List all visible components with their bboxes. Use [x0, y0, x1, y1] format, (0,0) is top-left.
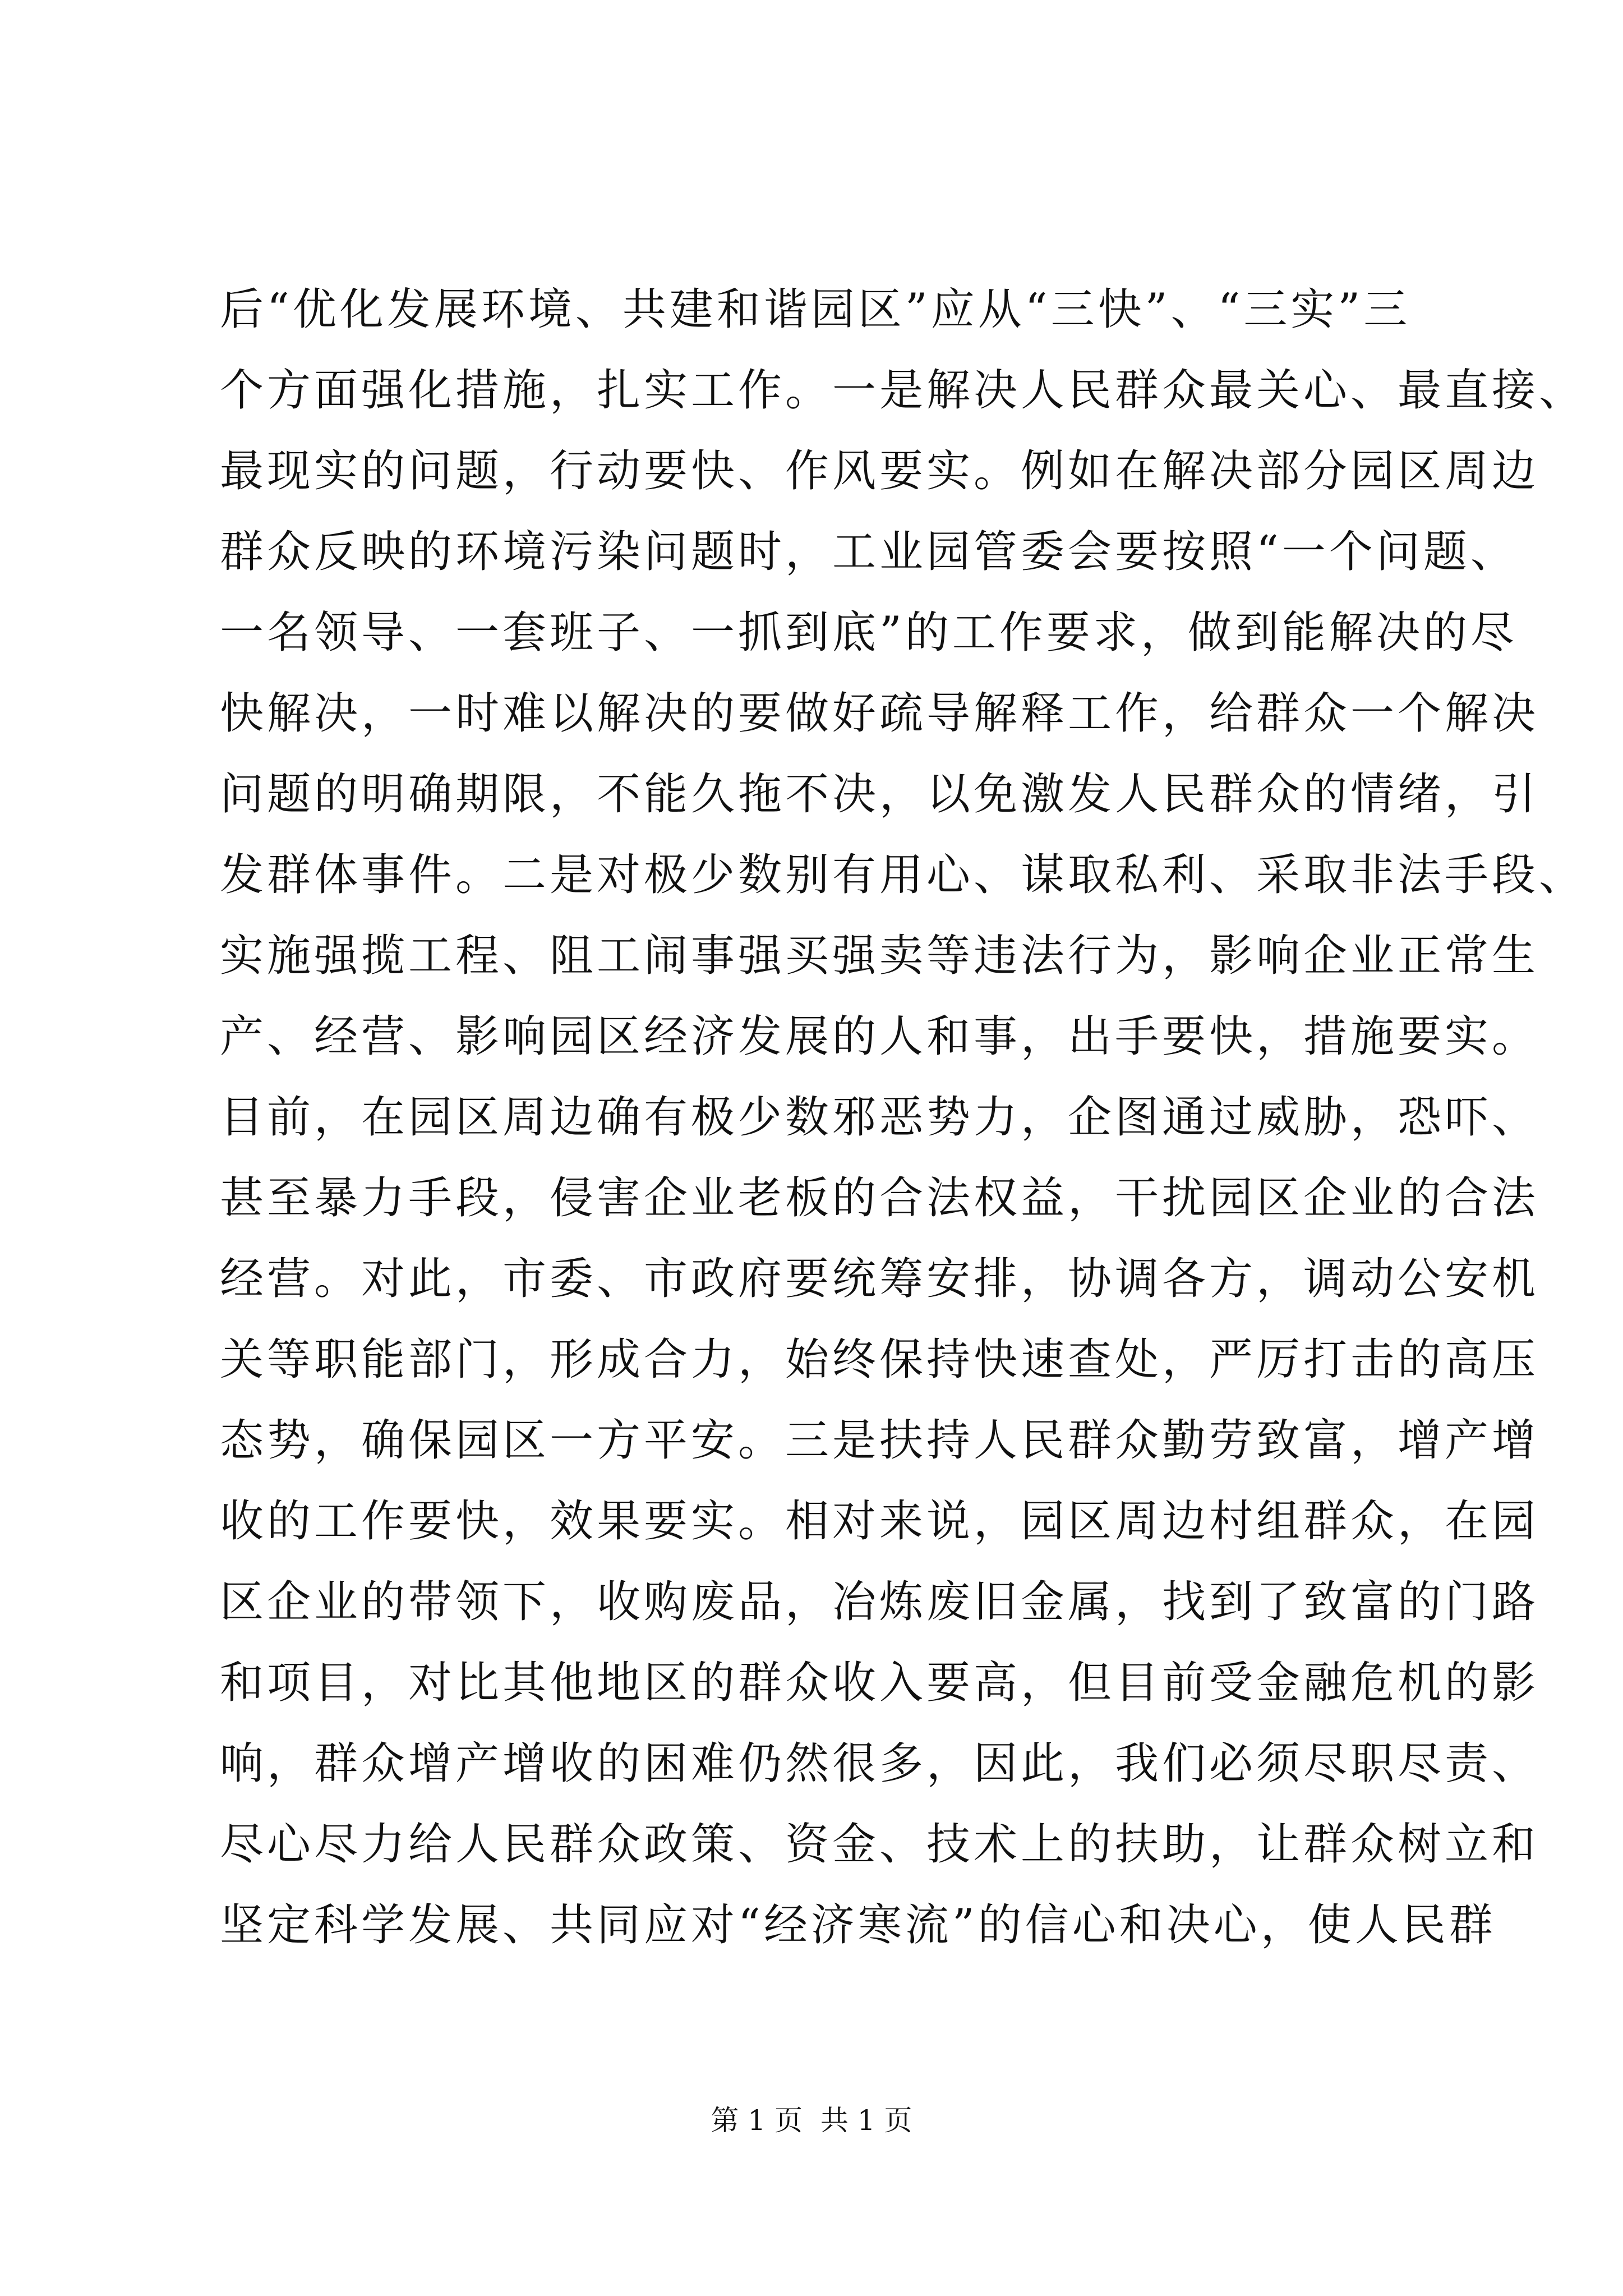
text-line: 群众反映的环境污染问题时，工业园管委会要按照“一个问题、 — [220, 527, 1518, 577]
text-line: 后“优化发展环境、共建和谐园区”应从“三快”、“三实”三 — [220, 284, 1411, 335]
text-line: 和项目，对比其他地区的群众收入要高，但目前受金融危机的影 — [220, 1658, 1539, 1708]
text-line: 发群体事件。二是对极少数别有用心、谋取私利、采取非法手段、 — [220, 850, 1587, 900]
text-line: 个方面强化措施，扎实工作。一是解决人民群众最关心、最直接、 — [220, 365, 1587, 416]
text-line: 快解决，一时难以解决的要做好疏导解释工作，给群众一个解决 — [220, 688, 1539, 739]
body-paragraph — [220, 269, 1587, 1966]
text-line: 经营。对此，市委、市政府要统筹安排，协调各方，调动公安机 — [220, 1254, 1539, 1304]
page-footer: 第 1 页 共 1 页 — [711, 2104, 912, 2137]
text-line: 收的工作要快，效果要实。相对来说，园区周边村组群众，在园 — [220, 1496, 1539, 1547]
text-line: 产、经营、影响园区经济发展的人和事，出手要快，措施要实。 — [220, 1011, 1539, 1062]
text-line: 响，群众增产增收的困难仍然很多，因此，我们必须尽职尽责、 — [220, 1738, 1539, 1789]
text-line: 目前，在园区周边确有极少数邪恶势力，企图通过威胁，恐吓、 — [220, 1092, 1539, 1143]
text-line: 关等职能部门，形成合力，始终保持快速查处，严厉打击的高压 — [220, 1335, 1539, 1385]
text-line: 尽心尽力给人民群众政策、资金、技术上的扶助，让群众树立和 — [220, 1819, 1539, 1870]
text-line: 问题的明确期限，不能久拖不决，以免激发人民群众的情绪，引 — [220, 769, 1539, 820]
text-line: 最现实的问题，行动要快、作风要实。例如在解决部分园区周边 — [220, 446, 1539, 496]
text-line: 坚定科学发展、共同应对“经济寒流”的信心和决心，使人民群 — [220, 1900, 1496, 1950]
text-line: 甚至暴力手段，侵害企业老板的合法权益，干扰园区企业的合法 — [220, 1173, 1539, 1223]
text-line: 区企业的带领下，收购废品，冶炼废旧金属，找到了致富的门路 — [220, 1577, 1539, 1627]
text-line: 态势，确保园区一方平安。三是扶持人民群众勤劳致富，增产增 — [220, 1415, 1539, 1466]
text-line: 实施强揽工程、阻工闹事强买强卖等违法行为，影响企业正常生 — [220, 931, 1539, 981]
text-line: 一名领导、一套班子、一抓到底”的工作要求，做到能解决的尽 — [220, 608, 1518, 658]
